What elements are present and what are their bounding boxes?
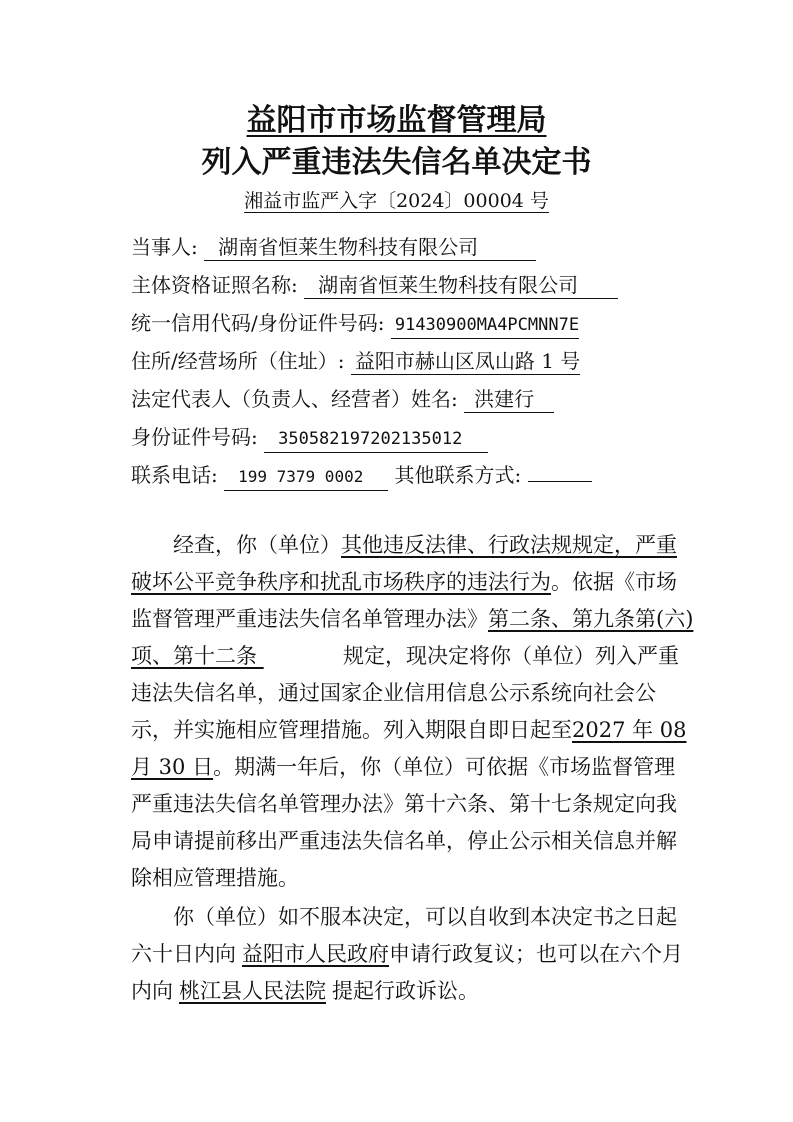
party-value: 湖南省恒莱生物科技有限公司	[204, 234, 536, 261]
paragraph-1-line-9: 局申请提前移出严重违法失信名单，停止公示相关信息并解	[131, 829, 677, 853]
paragraph-1-line-6: 示，并实施相应管理措施。列入期限自即日起至2027 年 08	[131, 718, 687, 742]
violation-text-cont: 破坏公平竞争秩序和扰乱市场秩序的违法行为	[131, 570, 551, 594]
contact-row	[131, 460, 592, 491]
end-date: 2027 年 08	[572, 718, 687, 742]
representative-value: 洪建行	[464, 386, 554, 413]
other-contact-value	[528, 481, 592, 482]
article-reference-cont: 项、第十二条	[131, 644, 257, 668]
address-label: 住所/经营场所（住址）:	[131, 349, 345, 373]
other-contact-label: 其他联系方式:	[394, 463, 522, 487]
paragraph-2-line-3: 内向 桃江县人民法院 提起行政诉讼。	[131, 979, 479, 1003]
representative-row	[131, 384, 554, 414]
agency-title: 益阳市市场监督管理局	[246, 103, 547, 138]
document-number: 湘益市监严入字〔2024〕00004 号	[244, 190, 549, 212]
paragraph-2-line-1: 你（单位）如不服本决定，可以自收到本决定书之日起	[173, 905, 677, 929]
paragraph-1-line-1: 经查，你（单位）其他违反法律、行政法规规定，严重	[173, 533, 677, 557]
credit-code-value: 91430900MA4PCMNN7E	[391, 312, 579, 339]
article-reference: 第二条、第九条第(六)	[488, 607, 694, 631]
address-value: 益阳市赫山区凤山路 1 号	[351, 348, 580, 375]
document-title: 列入严重违法失信名单决定书	[201, 145, 592, 180]
representative-label: 法定代表人（负责人、经营者）姓名:	[131, 387, 458, 411]
court-name: 桃江县人民法院	[179, 979, 326, 1003]
id-number-value: 350582197202135012	[264, 426, 488, 453]
paragraph-1-line-7: 月 30 日。期满一年后，你（单位）可依据《市场监督管理	[131, 755, 676, 779]
phone-label: 联系电话:	[131, 463, 218, 487]
end-date-cont: 月 30 日	[131, 755, 214, 779]
paragraph-1-line-10: 除相应管理措施。	[131, 866, 299, 890]
id-number-label: 身份证件号码:	[131, 425, 258, 449]
credit-code-label: 统一信用代码/身份证件号码:	[131, 311, 385, 335]
paragraph-1-line-2: 破坏公平竞争秩序和扰乱市场秩序的违法行为。依据《市场	[131, 570, 677, 594]
id-number-row	[131, 422, 488, 453]
license-row	[131, 270, 618, 300]
paragraph-1-line-5: 违法失信名单，通过国家企业信用信息公示系统向社会公	[131, 681, 656, 705]
party-row	[131, 232, 536, 262]
paragraph-2-line-2: 六十日内向 益阳市人民政府申请行政复议；也可以在六个月	[131, 942, 683, 966]
violation-text: 其他违反法律、行政法规规定，严重	[341, 533, 677, 557]
license-label: 主体资格证照名称:	[131, 273, 298, 297]
paragraph-1-line-4: 项、第十二条 规定，现决定将你（单位）列入严重	[131, 644, 679, 668]
paragraph-1-line-3: 监督管理严重违法失信名单管理办法》第二条、第九条第(六)	[131, 607, 694, 631]
party-label: 当事人:	[131, 235, 198, 259]
address-row	[131, 346, 580, 376]
license-value: 湖南省恒莱生物科技有限公司	[304, 272, 618, 299]
review-authority: 益阳市人民政府	[242, 942, 389, 966]
credit-code-row	[131, 308, 579, 339]
phone-value: 199 7379 0002	[224, 464, 388, 491]
paragraph-1-line-8: 严重违法失信名单管理办法》第十六条、第十七条规定向我	[131, 792, 677, 816]
